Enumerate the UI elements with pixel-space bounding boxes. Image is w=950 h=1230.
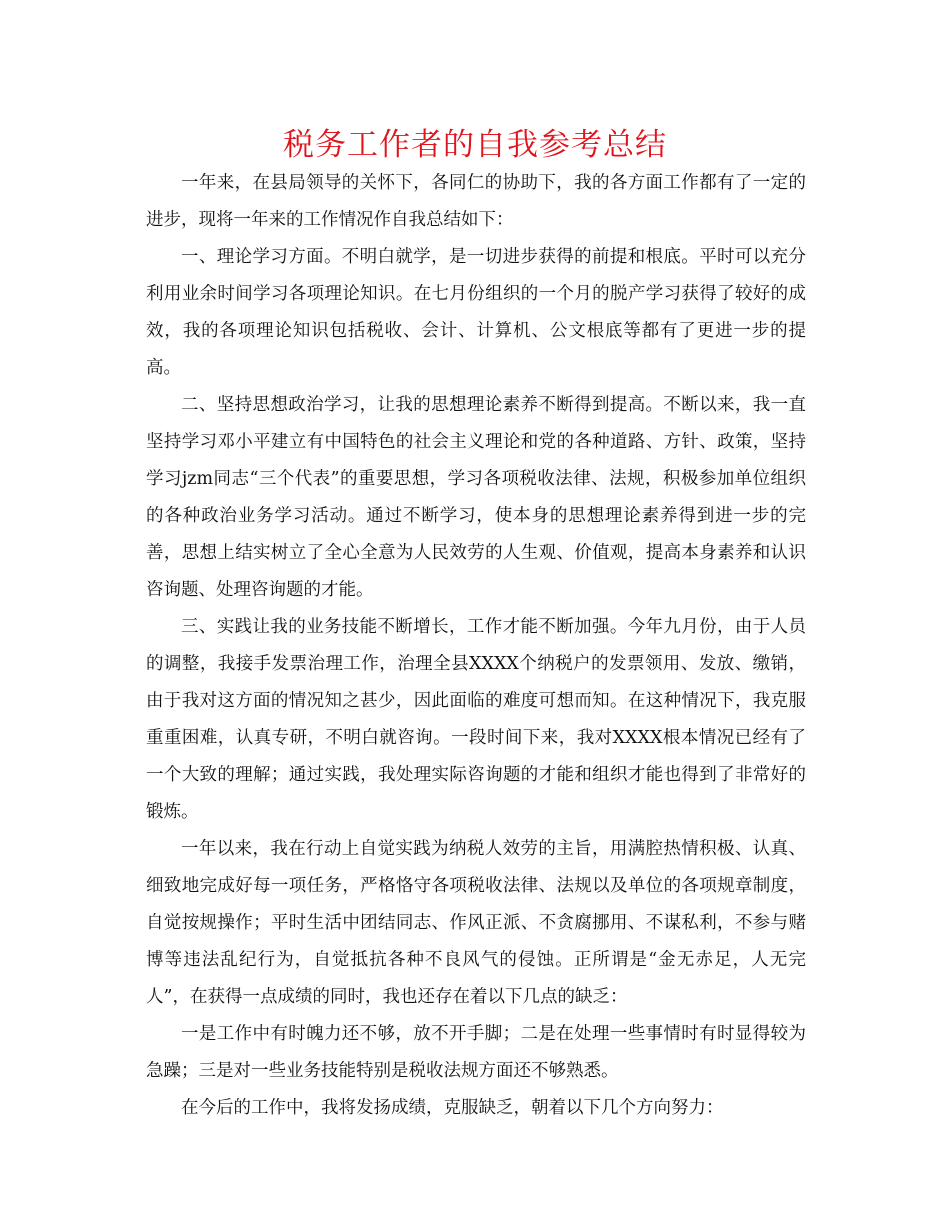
document-body: [146, 165, 806, 1127]
paragraph-theory-study: 一、理论学习方面。不明白就学，是一切进步获得的前提和根底。平时可以充分利用业余时间学习各项理论知识。在七月份组织的一个月的脱产学习获得了较好的成效，我的各项理论知识包括税收、会计、计算机、公文根底等都有了更进一步的提高。: [146, 247, 806, 378]
document-title: 税务工作者的自我参考总结: [283, 127, 667, 163]
paragraph-practice: 三、实践让我的业务技能不断增长，工作才能不断加强。今年九月份，由于人员的调整，我接手发票治理工作，治理全县XXXX个纳税户的发票领用、发放、缴销，由于我对这方面的情况知之甚少，因此面临的难度可想而知。在这种情况下，我克服重重困难，认真专研，不明白就咨询。一段时间下来，我对XXXX根本情况已经有了一个大致的理解；通过实践，我处理实际咨询题的才能和组织才能也得到了非常好的锻炼。: [146, 617, 806, 822]
paragraph-shortcomings: 一是工作中有时魄力还不够，放不开手脚；二是在处理一些事情时有时显得较为急躁；三是对一些业务技能特别是税收法规方面还不够熟悉。: [146, 1024, 806, 1081]
paragraph-future: 在今后的工作中，我将发扬成绩，克服缺乏，朝着以下几个方向努力：: [181, 1098, 724, 1118]
paragraph-intro: 一年来，在县局领导的关怀下，各同仁的协助下，我的各方面工作都有了一定的进步，现将一年来的工作情况作自我总结如下：: [146, 173, 806, 230]
paragraph-political-study: 二、坚持思想政治学习，让我的思想理论素养不断得到提高。不断以来，我一直坚持学习邓小平建立有中国特色的社会主义理论和党的各种道路、方针、政策，坚持学习jzm同志“三个代表”的重要思想，学习各项税收法律、法规，积极参加单位组织的各种政治业务学习活动。通过不断学习，使本身的思想理论素养得到进一步的完善，思想上结实树立了全心全意为人民效劳的人生观、价值观，提高本身素养和认识咨询题、处理咨询题的才能。: [146, 395, 806, 600]
paragraph-conduct: 一年以来，我在行动上自觉实践为纳税人效劳的主旨，用满腔热情积极、认真、细致地完成好每一项任务，严格恪守各项税收法律、法规以及单位的各项规章制度，自觉按规操作；平时生活中团结同志、作风正派、不贪腐挪用、不谋私利，不参与赌博等违法乱纪行为，自觉抵抗各种不良风气的侵蚀。正所谓是“金无赤足，人无完人”，在获得一点成绩的同时，我也还存在着以下几点的缺乏：: [146, 839, 806, 1007]
